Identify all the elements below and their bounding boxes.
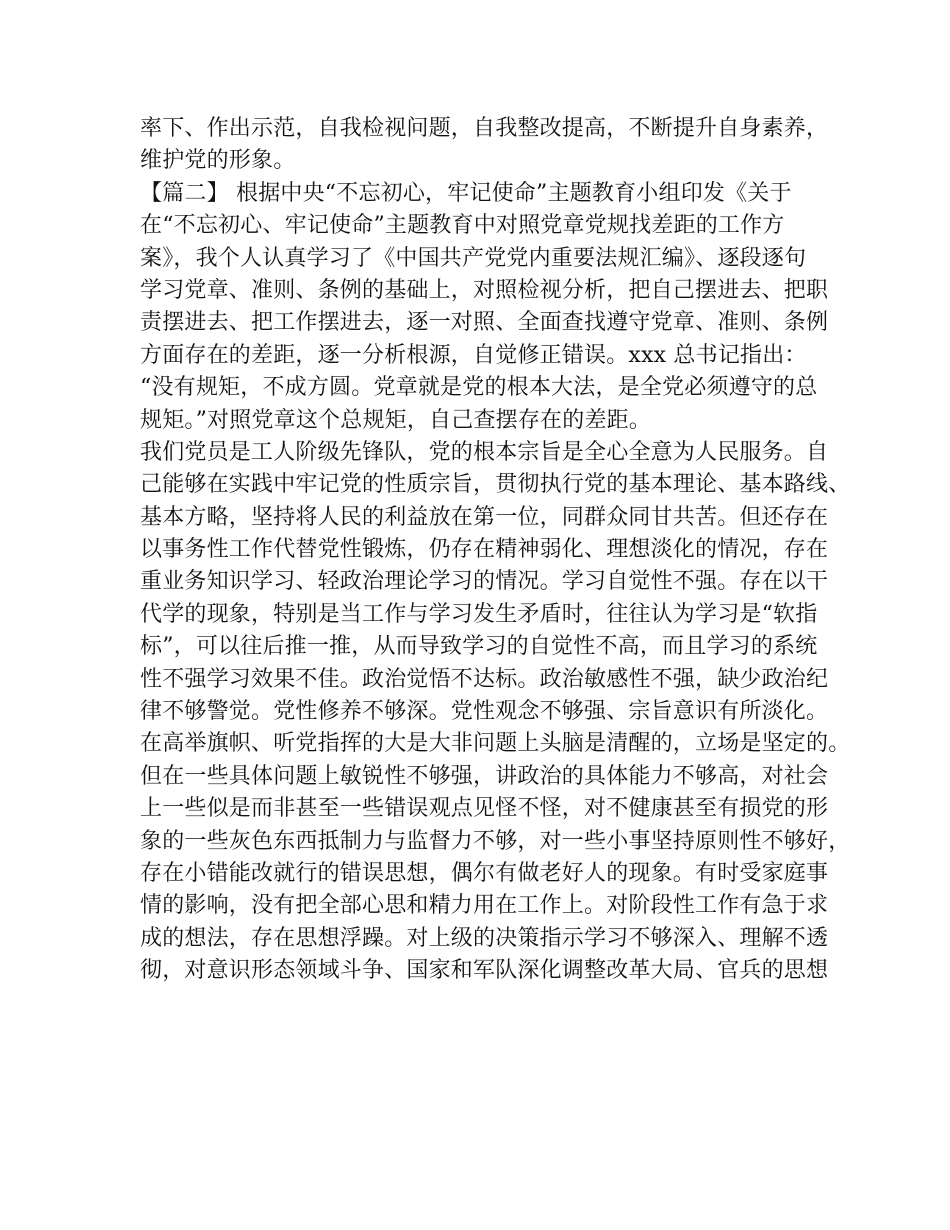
text-line: 彻，对意识形态领域斗争、国家和军队深化调整改革大局、官兵的思想	[140, 958, 829, 984]
text-line: 学习党章、准则、条例的基础上，对照检视分析，把自己摆进去、把职	[140, 277, 829, 303]
text-line: 象的一些灰色东西抵制力与监督力不够，对一些小事坚持原则性不够好，	[140, 828, 851, 854]
text-line: 率下、作出示范，自我检视问题，自我整改提高，不断提升自身素养，	[140, 116, 829, 141]
text-line: 【篇二】 根据中央“不忘初心，牢记使命”主题教育小组印发《关于	[140, 180, 792, 206]
text-line: 在高举旗帜、听党指挥的大是大非问题上头脑是清醒的，立场是坚定的。	[140, 731, 851, 757]
text-line: 情的影响，没有把全部心思和精力用在工作上。对阶段性工作有急于求	[140, 893, 829, 919]
text-line: 代学的现象，特别是当工作与学习发生矛盾时，往往认为学习是“软指	[140, 601, 818, 627]
text-line: 存在小错能改就行的错误思想，偶尔有做老好人的现象。有时受家庭事	[140, 860, 829, 886]
text-line: 维护党的形象。	[140, 148, 296, 174]
text-line: 案》，我个人认真学习了《中国共产党党内重要法规汇编》、逐段逐句	[140, 245, 807, 271]
text-line: 律不够警觉。党性修养不够深。党性观念不够强、宗旨意识有所淡化。	[140, 699, 829, 725]
text-line: 重业务知识学习、轻政治理论学习的情况。学习自觉性不强。存在以干	[140, 569, 829, 595]
text-line: 在“不忘初心、牢记使命”主题教育中对照党章党规找差距的工作方	[140, 213, 785, 239]
text-line: 以事务性工作代替党性锻炼，仍存在精神弱化、理想淡化的情况，存在	[140, 537, 829, 563]
text-line: 成的想法，存在思想浮躁。对上级的决策指示学习不够深入、理解不透	[140, 925, 829, 951]
text-line: 责摆进去、把工作摆进去，逐一对照、全面查找遵守党章、准则、条例	[140, 310, 829, 336]
text-line: 我们党员是工人阶级先锋队，党的根本宗旨是全心全意为人民服务。自	[140, 439, 829, 465]
text-line: 性不强学习效果不佳。政治觉悟不达标。政治敏感性不强，缺少政治纪	[140, 666, 829, 692]
document-body	[140, 113, 851, 988]
text-line: 己能够在实践中牢记党的性质宗旨，贯彻执行党的基本理论、基本路线、	[140, 472, 851, 498]
text-line: 基本方略，坚持将人民的利益放在第一位，同群众同甘共苦。但还存在	[140, 504, 829, 530]
text-line: 标”，可以往后推一推，从而导致学习的自觉性不高，而且学习的系统	[140, 634, 818, 660]
text-line: 方面存在的差距，逐一分析根源，自觉修正错误。xxx 总书记指出：	[140, 342, 807, 368]
text-line: “没有规矩，不成方圆。党章就是党的根本大法，是全党必须遵守的总	[140, 375, 818, 401]
text-line: 规矩。”对照党章这个总规矩，自己查摆存在的差距。	[140, 407, 652, 433]
text-line: 但在一些具体问题上敏锐性不够强，讲政治的具体能力不够高，对社会	[140, 763, 829, 789]
text-line: 上一些似是而非甚至一些错误观点见怪不怪，对不健康甚至有损党的形	[140, 796, 829, 822]
